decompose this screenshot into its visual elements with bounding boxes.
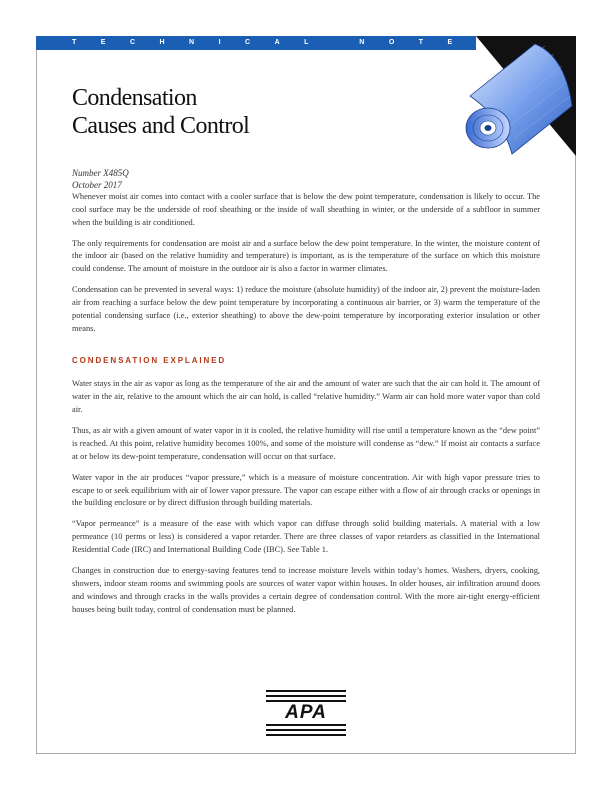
intro-paragraph-2: The only requirements for condensation are moist air and a surface below the dew point temperature. In the winter, the moisture content of the indoor air (based on the relative humidity and temperature) is important, as is the temperature of the surface on which this moisture could condense. The amount of moisture in the outdoor air is also a factor in warmer climates. bbox=[72, 238, 540, 274]
rolled-blueprint-icon bbox=[440, 36, 576, 156]
title-line-1: Condensation bbox=[72, 85, 197, 111]
section-heading: CONDENSATION EXPLAINED bbox=[72, 355, 227, 365]
section-paragraph-1: Water stays in the air as vapor as long as the temperature of the air and the amount of water are such that the air can hold it. The amount of water in the air, relative to the amount which the air can hold, is called “relative humidity.” Warm air can hold more water vapor than cold air. bbox=[72, 379, 540, 414]
page-title bbox=[72, 84, 392, 140]
intro-paragraph-1: Whenever moist air comes into contact with a cooler surface that is below the dew point temperature, condensation is likely to occur. The cool surface may be the underside of roof sheathing or the inside of wall sheathing in winter, or the underside of a subfloor in summer when the building is air conditioned. bbox=[72, 192, 540, 227]
document-date: October 2017 bbox=[72, 180, 122, 190]
section-paragraph-3: Water vapor in the air produces “vapor pressure,” which is a measure of moisture concentration. Air with high vapor pressure tries to escape to or seek equilibrium with air of lower vapor pressure. The vapor can escape either with a flow of air through cracks or openings in the building enclosure or by direct diffusion through building materials. bbox=[72, 472, 540, 508]
document-meta bbox=[72, 167, 129, 191]
title-line-2: Causes and Control bbox=[72, 113, 250, 139]
intro-paragraph-3: Condensation can be prevented in several ways: 1) reduce the moisture (absolute humidity) of the indoor air, 2) prevent the moisture-laden air from reaching a surface below the dew point temperature by incorporating a continuous air barrier, or 3) warm the temperature of the potential condensing surface (i.e., exterior sheathing) to above the dew-point temperature by incorporating exterior insulation or other means. bbox=[72, 285, 540, 333]
section-paragraph-5: Changes in construction due to energy-saving features tend to increase moisture levels within today’s homes. Washers, dryers, cooking, showers, indoor steam rooms and swimming pools are sources of water vapor within houses. In older houses, air infiltration around doors and windows and through cracks in the walls provides a certain degree of condensation control. With the more air-tight energy-efficient houses being built today, control of condensation must be planned. bbox=[72, 566, 540, 614]
section-paragraph-2: Thus, as air with a given amount of water vapor in it is cooled, the relative humidity will rise until a temperature known as the “dew point” is reached. At this point, relative humidity becomes 100%, and some of the moisture will condense as “dew.” If moist air contacts a surface at or below its dew-point temperature, condensation will occur on that surface. bbox=[72, 426, 540, 461]
logo-text: APA bbox=[285, 702, 327, 723]
section-paragraph-4: “Vapor permeance” is a measure of the ease with which vapor can diffuse through solid building materials. A material with a low permeance (10 perms or less) is considered a vapor retarder. There are three classes of vapor retarders as classified in the International Residential Code (IRC) and International Building Code (IBC). See Table 1. bbox=[72, 519, 540, 555]
document-number: Number X485Q bbox=[72, 168, 129, 178]
body-text bbox=[72, 191, 540, 625]
header-label: TECHNICAL NOTE bbox=[72, 39, 477, 46]
apa-logo bbox=[266, 690, 346, 735]
